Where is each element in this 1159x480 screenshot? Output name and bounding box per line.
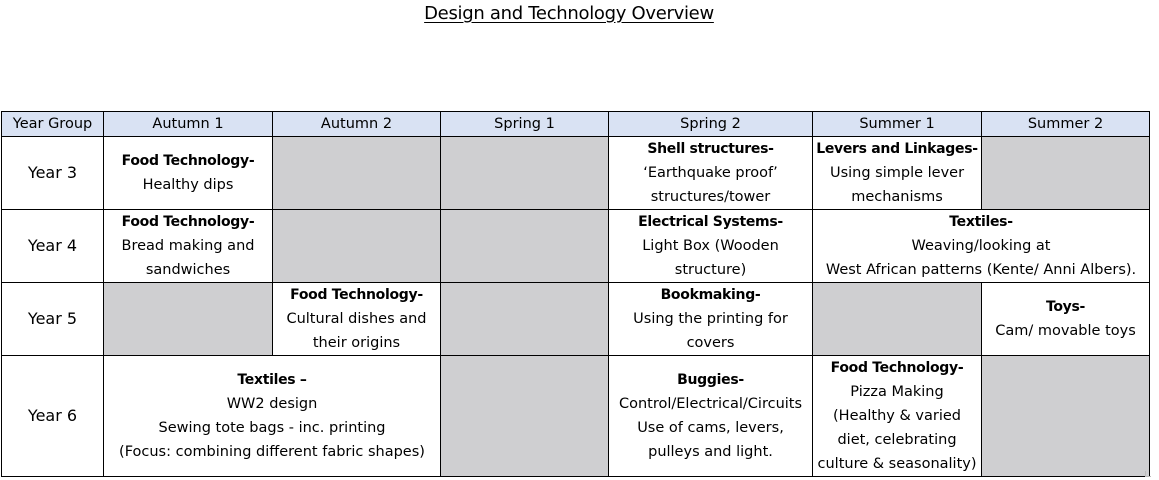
header-summer-1: Summer 1 xyxy=(813,112,982,137)
table-row-year-6 xyxy=(2,356,1150,477)
cell-topic: Food Technology- xyxy=(121,214,255,230)
cell-autumn-1 xyxy=(104,210,273,283)
cell-line: their origins xyxy=(312,335,401,351)
cell-line: ‘Earthquake proof’ xyxy=(643,165,778,181)
cell-line: culture & seasonality) xyxy=(817,456,977,472)
empty-cell xyxy=(982,137,1150,210)
cell-line: Cam/ movable toys xyxy=(995,323,1136,339)
year-label: Year 6 xyxy=(2,356,104,477)
empty-cell xyxy=(273,137,441,210)
header-autumn-1: Autumn 1 xyxy=(104,112,273,137)
header-spring-2: Spring 2 xyxy=(609,112,813,137)
empty-cell xyxy=(104,283,273,356)
cell-line: Light Box (Wooden xyxy=(642,238,779,254)
cell-line: diet, celebrating xyxy=(837,432,957,448)
cell-line: Cultural dishes and xyxy=(286,311,427,327)
cell-topic: Textiles – xyxy=(237,372,307,388)
empty-cell xyxy=(273,210,441,283)
cell-topic: Food Technology- xyxy=(121,153,255,169)
cell-topic: Food Technology- xyxy=(830,360,964,376)
cell-topic: Toys- xyxy=(1045,299,1086,315)
cell-line: West African patterns (Kente/ Anni Albers). xyxy=(825,262,1137,278)
cell-topic: Food Technology- xyxy=(290,287,423,303)
cell-line: mechanisms xyxy=(851,189,943,205)
table-row-year-3 xyxy=(2,137,1150,210)
cell-topic: Electrical Systems- xyxy=(638,214,783,230)
cell-spring-2 xyxy=(609,210,813,283)
empty-cell xyxy=(441,137,609,210)
cell-line: structures/tower xyxy=(650,189,771,205)
cell-line: Bread making and xyxy=(121,238,255,254)
cell-autumn-2 xyxy=(273,283,441,356)
cell-summer-1 xyxy=(813,137,982,210)
empty-cell xyxy=(813,283,982,356)
cell-line: Using the printing for xyxy=(633,311,788,327)
cell-line: Use of cams, levers, xyxy=(637,420,784,436)
header-year-group: Year Group xyxy=(2,112,104,137)
header-spring-1: Spring 1 xyxy=(441,112,609,137)
cell-line: Pizza Making xyxy=(850,384,944,400)
cell-spring-2 xyxy=(609,283,813,356)
header-row xyxy=(2,112,1150,137)
empty-cell xyxy=(441,210,609,283)
cell-topic: Textiles- xyxy=(949,214,1013,230)
empty-cell xyxy=(441,283,609,356)
year-label: Year 5 xyxy=(2,283,104,356)
cell-topic: Shell structures- xyxy=(647,141,774,157)
year-label: Year 3 xyxy=(2,137,104,210)
cell-autumn-1-2 xyxy=(104,356,441,477)
cell-spring-2 xyxy=(609,137,813,210)
header-summer-2: Summer 2 xyxy=(982,112,1150,137)
cell-line: pulleys and light. xyxy=(648,444,773,460)
cell-topic: Buggies- xyxy=(677,372,744,388)
cell-summer-2 xyxy=(982,283,1150,356)
cell-topic: Bookmaking- xyxy=(660,287,761,303)
cell-line: WW2 design xyxy=(226,396,318,412)
cell-summer-1 xyxy=(813,356,982,477)
overview-table xyxy=(1,111,1150,477)
cell-line: Using simple lever xyxy=(829,165,965,181)
cell-line: sandwiches xyxy=(145,262,231,278)
header-autumn-2: Autumn 2 xyxy=(273,112,441,137)
empty-cell xyxy=(441,356,609,477)
cell-line: covers xyxy=(686,335,735,351)
cell-summer-1-2 xyxy=(813,210,1150,283)
cell-line: Control/Electrical/Circuits xyxy=(618,396,803,412)
cell-line: (Healthy & varied xyxy=(833,408,961,424)
cell-topic: Levers and Linkages- xyxy=(816,141,978,157)
document-title: Design and Technology Overview xyxy=(424,3,714,24)
table-end-marker xyxy=(1145,471,1151,477)
table-row-year-5 xyxy=(2,283,1150,356)
cell-autumn-1 xyxy=(104,137,273,210)
cell-line: Sewing tote bags - inc. printing xyxy=(158,420,386,436)
cell-line: Weaving/looking at xyxy=(911,238,1051,254)
cell-line: (Focus: combining different fabric shapes) xyxy=(119,444,425,460)
cell-spring-2 xyxy=(609,356,813,477)
year-label: Year 4 xyxy=(2,210,104,283)
empty-cell xyxy=(982,356,1150,477)
cell-line: Healthy dips xyxy=(142,177,234,193)
table-row-year-4 xyxy=(2,210,1150,283)
cell-line: structure) xyxy=(674,262,747,278)
